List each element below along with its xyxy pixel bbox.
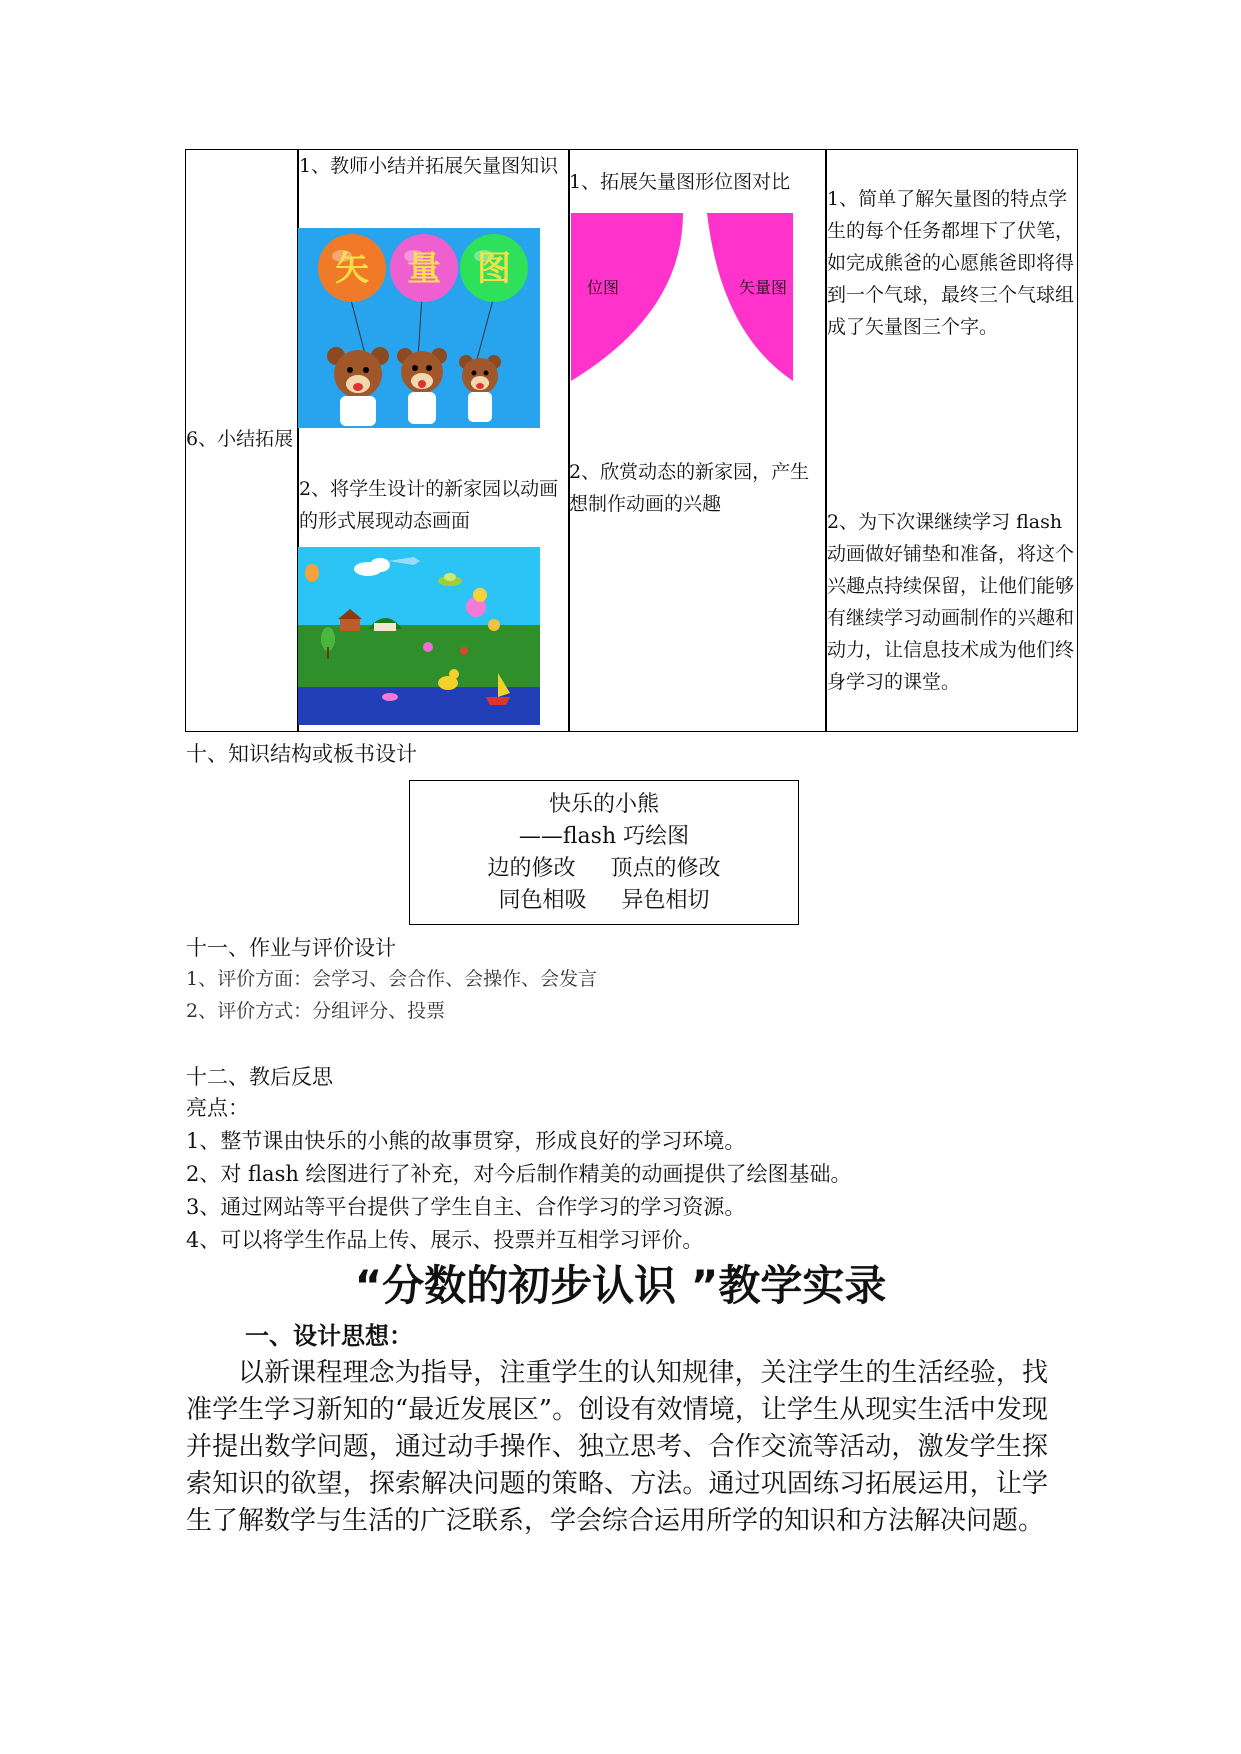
design-intent-1: 1、简单了解矢量图的特点学生的每个任务都埋下了伏笔，如完成熊爸的心愿熊爸即将得到一个气球，最终三个气球组成了矢量图三个字。 [827, 188, 1075, 338]
section-heading: 十、知识结构或板书设计 [186, 742, 417, 766]
stage-label: 6、小结拓展 [186, 428, 294, 450]
article-subheading: 一、设计思想： [245, 1322, 413, 1350]
board-item: 顶点的修改 [610, 856, 721, 881]
student-activity-1: 1、拓展矢量图形位图对比 [569, 171, 791, 193]
reflection-item: 4、可以将学生作品上传、展示、投票并互相学习评价。 [186, 1228, 704, 1252]
board-item: 异色相切 [621, 888, 710, 913]
design-intent-2: 2、为下次课继续学习 flash 动画做好铺垫和准备，将这个兴趣点持续保留，让他们能够有继续学习动画制作的兴趣和动力，让信息技术成为他们终身学习的课堂。 [827, 511, 1075, 693]
reflection-item: 1、整节课由快乐的小熊的故事贯穿，形成良好的学习环境。 [186, 1129, 746, 1153]
board-line [410, 885, 798, 917]
board-item: 同色相吸 [498, 888, 587, 913]
eval-item: 1、评价方面：会学习、会合作、会操作、会发言 [186, 968, 598, 990]
balloon-char: 图 [477, 249, 511, 289]
reflection-item: 2、对 flash 绘图进行了补充，对今后制作精美的动画提供了绘图基础。 [186, 1162, 852, 1186]
board-line: ——flash 巧绘图 [518, 824, 690, 849]
new-home-animation-image [298, 547, 540, 725]
bitmap-vector-compare-image [571, 213, 793, 381]
summary-table [185, 149, 1078, 732]
highlights-label: 亮点： [186, 1096, 249, 1120]
teacher-activity-2: 2、将学生设计的新家园以动画的形式展现动态画面 [299, 478, 559, 532]
eval-item: 2、评价方式：分组评分、投票 [186, 1000, 446, 1022]
article-title: “分数的初步认识 ”教学实录 [354, 1261, 887, 1310]
board-item: 边的修改 [487, 856, 576, 881]
balloon-char: 量 [407, 249, 441, 289]
vector-label: 矢量图 [739, 278, 788, 297]
board-line [410, 853, 798, 885]
balloon-char: 矢 [335, 249, 369, 289]
student-activity-2: 2、欣赏动态的新家园，产生想制作动画的兴趣 [569, 461, 810, 515]
section-heading: 十一、作业与评价设计 [186, 936, 396, 960]
section-heading: 十二、教后反思 [186, 1065, 333, 1089]
teacher-activity-1: 1、教师小结并拓展矢量图知识 [299, 155, 559, 177]
board-line: 快乐的小熊 [548, 792, 659, 817]
article-paragraph: 以新课程理念为指导，注重学生的认知规律，关注学生的生活经验，找准学生学习新知的“最近发展区”。创设有效情境，让学生从现实生活中发现并提出数学问题，通过动手操作、独立思考、合作交流等活动，激发学生探索知识的欲望，探索解决问题的策略、方法。通过巩固练习拓展运用，让学生了解数学与生活的广泛联系，学会综合运用所学的知识和方法解决问题。 [186, 1358, 1048, 1536]
bitmap-label: 位图 [587, 278, 620, 297]
table-divider [568, 150, 570, 731]
reflection-item: 3、通过网站等平台提供了学生自主、合作学习的学习资源。 [186, 1195, 746, 1219]
vector-balloon-image [298, 228, 540, 428]
board-design-box [409, 780, 799, 925]
